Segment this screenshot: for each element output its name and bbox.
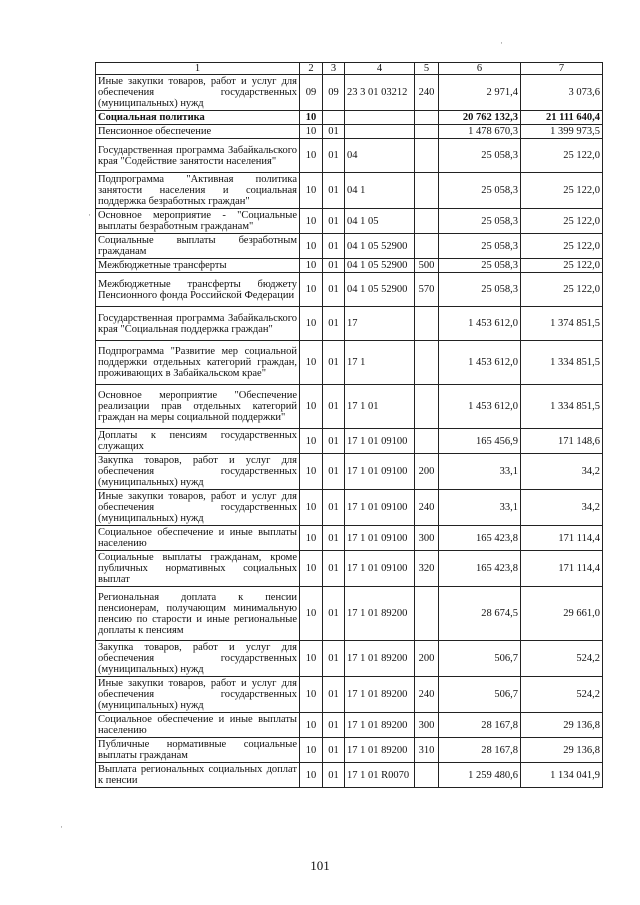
subsection-code-cell: 01 (323, 385, 345, 429)
amount-year2-cell: 25 122,0 (521, 273, 603, 307)
row-name-cell: Пенсионное обеспечение (96, 125, 300, 139)
row-name-cell: Государственная программа Забайкальского края "Содействие занятости населения" (96, 139, 300, 173)
amount-year2-cell: 29 136,8 (521, 738, 603, 763)
amount-year1-cell: 25 058,3 (439, 139, 521, 173)
amount-year2-cell: 29 136,8 (521, 713, 603, 738)
section-code-cell: 10 (300, 111, 323, 125)
section-code-cell: 10 (300, 641, 323, 677)
amount-year2-cell: 1 334 851,5 (521, 341, 603, 385)
target-article-cell: 04 1 05 52900 (345, 273, 415, 307)
table-row (96, 713, 603, 738)
subsection-code-cell (323, 111, 345, 125)
target-article-cell: 17 1 01 R0070 (345, 763, 415, 788)
expense-type-cell: 240 (415, 75, 439, 111)
row-name-cell: Публичные нормативные социальные выплаты гражданам (96, 738, 300, 763)
subsection-code-cell: 01 (323, 125, 345, 139)
amount-year1-cell: 33,1 (439, 490, 521, 526)
section-code-cell: 10 (300, 490, 323, 526)
row-name-cell: Основное мероприятие "Обеспечение реализации прав отдельных категорий граждан на меры социальной поддержки" (96, 385, 300, 429)
expense-type-cell (415, 111, 439, 125)
table-row (96, 551, 603, 587)
table-row (96, 454, 603, 490)
expense-type-cell: 320 (415, 551, 439, 587)
row-name-cell: Основное мероприятие - "Социальные выплаты безработным гражданам" (96, 209, 300, 234)
header-cell: 6 (439, 63, 521, 75)
amount-year1-cell: 1 453 612,0 (439, 307, 521, 341)
subsection-code-cell: 09 (323, 75, 345, 111)
section-code-cell: 10 (300, 234, 323, 259)
table-row (96, 763, 603, 788)
section-code-cell: 10 (300, 454, 323, 490)
amount-year2-cell: 34,2 (521, 454, 603, 490)
subsection-code-cell: 01 (323, 454, 345, 490)
target-article-cell: 04 (345, 139, 415, 173)
subsection-code-cell: 01 (323, 273, 345, 307)
subsection-code-cell: 01 (323, 209, 345, 234)
expense-type-cell: 200 (415, 454, 439, 490)
target-article-cell: 04 1 05 (345, 209, 415, 234)
table-row (96, 75, 603, 111)
row-name-cell: Социальное обеспечение и иные выплаты населению (96, 713, 300, 738)
expense-type-cell: 240 (415, 490, 439, 526)
table-row (96, 259, 603, 273)
amount-year2-cell: 1 399 973,5 (521, 125, 603, 139)
subsection-code-cell: 01 (323, 738, 345, 763)
target-article-cell: 23 3 01 03212 (345, 75, 415, 111)
expense-type-cell: 500 (415, 259, 439, 273)
table-row (96, 677, 603, 713)
subsection-code-cell: 01 (323, 259, 345, 273)
page-number: 101 (310, 858, 330, 873)
expense-type-cell (415, 307, 439, 341)
amount-year2-cell: 171 148,6 (521, 429, 603, 454)
scan-speck: · (88, 210, 91, 220)
column-number-row (96, 63, 603, 75)
subsection-code-cell: 01 (323, 641, 345, 677)
expense-type-cell (415, 125, 439, 139)
amount-year2-cell: 1 134 041,9 (521, 763, 603, 788)
amount-year2-cell: 25 122,0 (521, 234, 603, 259)
row-name-cell: Закупка товаров, работ и услуг для обеспечения государственных (муниципальных) нужд (96, 454, 300, 490)
header-cell: 2 (300, 63, 323, 75)
target-article-cell: 17 1 01 09100 (345, 526, 415, 551)
section-code-cell: 10 (300, 526, 323, 551)
amount-year1-cell: 25 058,3 (439, 273, 521, 307)
section-code-cell: 10 (300, 763, 323, 788)
table-row (96, 641, 603, 677)
target-article-cell: 04 1 05 52900 (345, 234, 415, 259)
row-name-cell: Региональная доплата к пенсии пенсионерам, получающим минимальную пенсию по старости и иные региональные доплаты к пенсиям (96, 587, 300, 641)
section-code-cell: 10 (300, 385, 323, 429)
target-article-cell: 17 1 01 (345, 385, 415, 429)
amount-year1-cell: 165 423,8 (439, 551, 521, 587)
row-name-cell: Социальные выплаты гражданам, кроме публичных нормативных социальных выплат (96, 551, 300, 587)
header-cell: 4 (345, 63, 415, 75)
target-article-cell: 17 1 (345, 341, 415, 385)
row-name-cell: Межбюджетные трансферты (96, 259, 300, 273)
target-article-cell: 17 1 01 89200 (345, 738, 415, 763)
subsection-code-cell: 01 (323, 429, 345, 454)
expense-type-cell: 300 (415, 713, 439, 738)
expense-type-cell (415, 209, 439, 234)
amount-year1-cell: 1 453 612,0 (439, 385, 521, 429)
expense-type-cell: 240 (415, 677, 439, 713)
amount-year2-cell: 34,2 (521, 490, 603, 526)
expense-type-cell (415, 234, 439, 259)
subsection-code-cell: 01 (323, 677, 345, 713)
row-name-cell: Межбюджетные трансферты бюджету Пенсионного фонда Российской Федерации (96, 273, 300, 307)
row-name-cell: Государственная программа Забайкальского края "Социальная поддержка граждан" (96, 307, 300, 341)
expense-type-cell (415, 763, 439, 788)
amount-year1-cell: 28 674,5 (439, 587, 521, 641)
target-article-cell: 17 1 01 89200 (345, 587, 415, 641)
amount-year2-cell: 25 122,0 (521, 139, 603, 173)
expense-type-cell (415, 385, 439, 429)
amount-year2-cell: 524,2 (521, 641, 603, 677)
expense-type-cell: 310 (415, 738, 439, 763)
table-row (96, 273, 603, 307)
table-row (96, 125, 603, 139)
amount-year2-cell: 1 374 851,5 (521, 307, 603, 341)
subsection-code-cell: 01 (323, 763, 345, 788)
subsection-code-cell: 01 (323, 307, 345, 341)
row-name-cell: Подпрограмма "Развитие мер социальной поддержки отдельных категорий граждан, проживающих в Забайкальском крае" (96, 341, 300, 385)
table-row (96, 139, 603, 173)
amount-year2-cell: 3 073,6 (521, 75, 603, 111)
expense-type-cell: 200 (415, 641, 439, 677)
target-article-cell: 17 1 01 09100 (345, 429, 415, 454)
scan-speck: · (60, 822, 63, 832)
amount-year1-cell: 28 167,8 (439, 713, 521, 738)
expense-type-cell (415, 429, 439, 454)
header-cell: 1 (96, 63, 300, 75)
table-row (96, 429, 603, 454)
amount-year1-cell: 506,7 (439, 677, 521, 713)
target-article-cell (345, 111, 415, 125)
expense-type-cell (415, 587, 439, 641)
target-article-cell: 17 1 01 89200 (345, 677, 415, 713)
target-article-cell: 17 1 01 09100 (345, 454, 415, 490)
table-row (96, 587, 603, 641)
amount-year2-cell: 25 122,0 (521, 259, 603, 273)
amount-year1-cell: 20 762 132,3 (439, 111, 521, 125)
section-code-cell: 10 (300, 677, 323, 713)
amount-year2-cell: 21 111 640,4 (521, 111, 603, 125)
row-name-cell: Выплата региональных социальных доплат к пенсии (96, 763, 300, 788)
section-code-cell: 10 (300, 341, 323, 385)
header-cell: 7 (521, 63, 603, 75)
section-code-cell: 10 (300, 587, 323, 641)
amount-year1-cell: 33,1 (439, 454, 521, 490)
target-article-cell: 17 1 01 09100 (345, 490, 415, 526)
subsection-code-cell: 01 (323, 173, 345, 209)
amount-year1-cell: 2 971,4 (439, 75, 521, 111)
expense-type-cell: 300 (415, 526, 439, 551)
amount-year2-cell: 29 661,0 (521, 587, 603, 641)
subsection-code-cell: 01 (323, 139, 345, 173)
section-code-cell: 10 (300, 551, 323, 587)
section-code-cell: 10 (300, 173, 323, 209)
amount-year1-cell: 165 456,9 (439, 429, 521, 454)
amount-year1-cell: 506,7 (439, 641, 521, 677)
table-row (96, 490, 603, 526)
row-name-cell: Иные закупки товаров, работ и услуг для обеспечения государственных (муниципальных) нужд (96, 677, 300, 713)
target-article-cell: 17 1 01 09100 (345, 551, 415, 587)
target-article-cell: 04 1 05 52900 (345, 259, 415, 273)
amount-year2-cell: 171 114,4 (521, 526, 603, 551)
section-code-cell: 10 (300, 259, 323, 273)
amount-year1-cell: 28 167,8 (439, 738, 521, 763)
target-article-cell (345, 125, 415, 139)
section-code-cell: 10 (300, 273, 323, 307)
amount-year2-cell: 524,2 (521, 677, 603, 713)
amount-year2-cell: 1 334 851,5 (521, 385, 603, 429)
table-row (96, 111, 603, 125)
row-name-cell: Закупка товаров, работ и услуг для обеспечения государственных (муниципальных) нужд (96, 641, 300, 677)
target-article-cell: 17 1 01 89200 (345, 713, 415, 738)
table-row (96, 526, 603, 551)
expense-type-cell (415, 139, 439, 173)
subsection-code-cell: 01 (323, 551, 345, 587)
subsection-code-cell: 01 (323, 713, 345, 738)
section-code-cell: 09 (300, 75, 323, 111)
target-article-cell: 04 1 (345, 173, 415, 209)
row-name-cell: Социальное обеспечение и иные выплаты населению (96, 526, 300, 551)
table-row (96, 385, 603, 429)
expense-type-cell (415, 173, 439, 209)
row-name-cell: Доплаты к пенсиям государственных служащих (96, 429, 300, 454)
amount-year1-cell: 1 259 480,6 (439, 763, 521, 788)
row-name-cell: Социальная политика (96, 111, 300, 125)
row-name-cell: Иные закупки товаров, работ и услуг для обеспечения государственных (муниципальных) нужд (96, 490, 300, 526)
section-code-cell: 10 (300, 139, 323, 173)
scan-speck: · (500, 38, 503, 48)
amount-year2-cell: 25 122,0 (521, 209, 603, 234)
target-article-cell: 17 1 01 89200 (345, 641, 415, 677)
subsection-code-cell: 01 (323, 490, 345, 526)
section-code-cell: 10 (300, 209, 323, 234)
amount-year2-cell: 171 114,4 (521, 551, 603, 587)
target-article-cell: 17 (345, 307, 415, 341)
row-name-cell: Подпрограмма "Активная политика занятости населения и социальная поддержка безработных граждан" (96, 173, 300, 209)
table-row (96, 738, 603, 763)
table-row (96, 341, 603, 385)
subsection-code-cell: 01 (323, 341, 345, 385)
table-row (96, 173, 603, 209)
amount-year1-cell: 25 058,3 (439, 173, 521, 209)
amount-year1-cell: 1 453 612,0 (439, 341, 521, 385)
amount-year1-cell: 25 058,3 (439, 234, 521, 259)
amount-year2-cell: 25 122,0 (521, 173, 603, 209)
section-code-cell: 10 (300, 738, 323, 763)
table-row (96, 234, 603, 259)
subsection-code-cell: 01 (323, 526, 345, 551)
subsection-code-cell: 01 (323, 234, 345, 259)
table-row (96, 209, 603, 234)
section-code-cell: 10 (300, 429, 323, 454)
amount-year1-cell: 165 423,8 (439, 526, 521, 551)
amount-year1-cell: 25 058,3 (439, 209, 521, 234)
expense-type-cell: 570 (415, 273, 439, 307)
table-row (96, 307, 603, 341)
subsection-code-cell: 01 (323, 587, 345, 641)
amount-year1-cell: 25 058,3 (439, 259, 521, 273)
header-cell: 3 (323, 63, 345, 75)
header-cell: 5 (415, 63, 439, 75)
expense-type-cell (415, 341, 439, 385)
row-name-cell: Социальные выплаты безработным гражданам (96, 234, 300, 259)
amount-year1-cell: 1 478 670,3 (439, 125, 521, 139)
section-code-cell: 10 (300, 713, 323, 738)
budget-table (95, 62, 603, 788)
section-code-cell: 10 (300, 307, 323, 341)
section-code-cell: 10 (300, 125, 323, 139)
row-name-cell: Иные закупки товаров, работ и услуг для обеспечения государственных (муниципальных) нужд (96, 75, 300, 111)
